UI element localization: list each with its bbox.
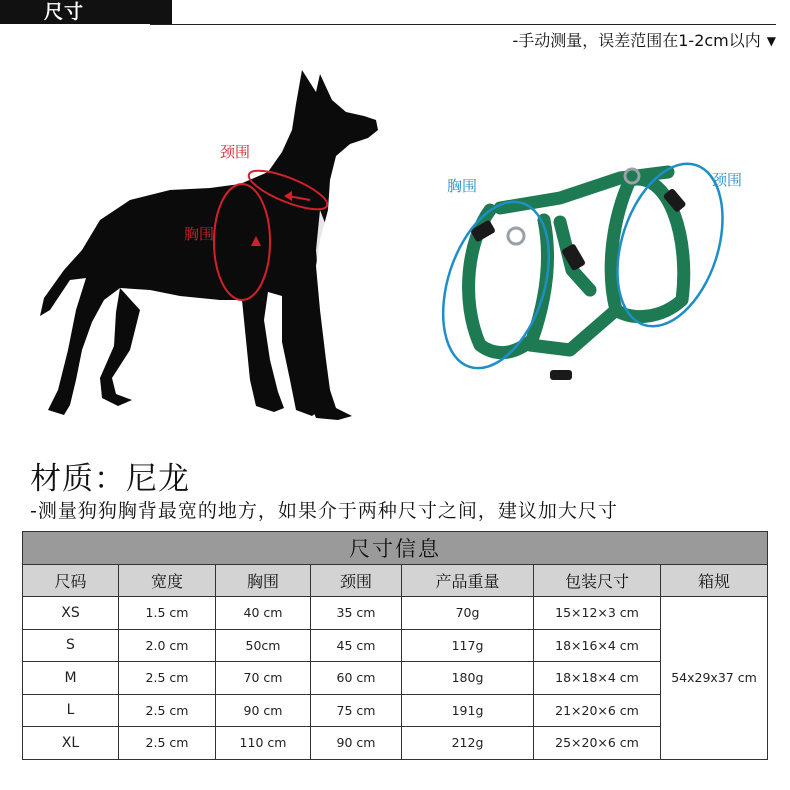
header-package: 包装尺寸 [534, 565, 661, 597]
harness-chest-label: 胸围 [447, 177, 478, 195]
cell-weight: 70g [402, 597, 534, 630]
dog-neck-label: 颈围 [220, 143, 251, 161]
cell-size: M [23, 662, 119, 695]
table-row [23, 597, 768, 630]
measurement-note-text: -手动测量，误差范围在1-2cm以内 [512, 31, 761, 50]
harness-buckle-bottom [550, 370, 572, 380]
table-title: 尺寸信息 [23, 532, 768, 565]
cell-chest: 110 cm [216, 727, 311, 760]
header-weight: 产品重量 [402, 565, 534, 597]
size-table [22, 531, 768, 760]
cell-size: XS [23, 597, 119, 630]
cell-width: 2.5 cm [119, 662, 216, 695]
table-row [23, 629, 768, 662]
cell-width: 2.0 cm [119, 629, 216, 662]
cell-neck: 75 cm [311, 694, 402, 727]
cell-width: 1.5 cm [119, 597, 216, 630]
header-width: 宽度 [119, 565, 216, 597]
cell-package: 21×20×6 cm [534, 694, 661, 727]
cell-size: S [23, 629, 119, 662]
cell-size: XL [23, 727, 119, 760]
cell-neck: 35 cm [311, 597, 402, 630]
cell-size: L [23, 694, 119, 727]
cell-weight: 212g [402, 727, 534, 760]
table-header-row [23, 565, 768, 597]
cell-weight: 191g [402, 694, 534, 727]
cell-width: 2.5 cm [119, 694, 216, 727]
cell-box-spec: 54x29x37 cm [661, 597, 768, 760]
cell-weight: 117g [402, 629, 534, 662]
cell-chest: 90 cm [216, 694, 311, 727]
dog-chest-label: 胸围 [184, 225, 215, 243]
section-tab-background [0, 0, 172, 24]
section-tab [0, 0, 172, 24]
measurement-note [512, 28, 776, 51]
dog-measurement-illustration [20, 60, 400, 430]
cell-package: 25×20×6 cm [534, 727, 661, 760]
section-tab-label: 尺寸 [44, 1, 85, 23]
table-row [23, 727, 768, 760]
cell-weight: 180g [402, 662, 534, 695]
cell-package: 18×18×4 cm [534, 662, 661, 695]
cell-neck: 60 cm [311, 662, 402, 695]
cell-chest: 50cm [216, 629, 311, 662]
cell-neck: 90 cm [311, 727, 402, 760]
cell-package: 15×12×3 cm [534, 597, 661, 630]
triangle-down-icon: ▼ [766, 34, 776, 48]
header-neck: 颈围 [311, 565, 402, 597]
material-heading: 材质：尼龙 [30, 461, 190, 497]
header-divider [150, 24, 776, 25]
cell-chest: 70 cm [216, 662, 311, 695]
header-box-spec: 箱规 [661, 565, 768, 597]
cell-width: 2.5 cm [119, 727, 216, 760]
sizing-advice: -测量狗狗胸背最宽的地方，如果介于两种尺寸之间，建议加大尺寸 [30, 500, 618, 522]
table-row [23, 662, 768, 695]
header-size: 尺码 [23, 565, 119, 597]
dog-rear-leg-near [100, 288, 140, 406]
harness-d-ring-icon [508, 228, 524, 244]
cell-neck: 45 cm [311, 629, 402, 662]
harness-neck-label: 颈围 [712, 171, 743, 189]
cell-package: 18×16×4 cm [534, 629, 661, 662]
table-row [23, 694, 768, 727]
header-chest: 胸围 [216, 565, 311, 597]
cell-chest: 40 cm [216, 597, 311, 630]
